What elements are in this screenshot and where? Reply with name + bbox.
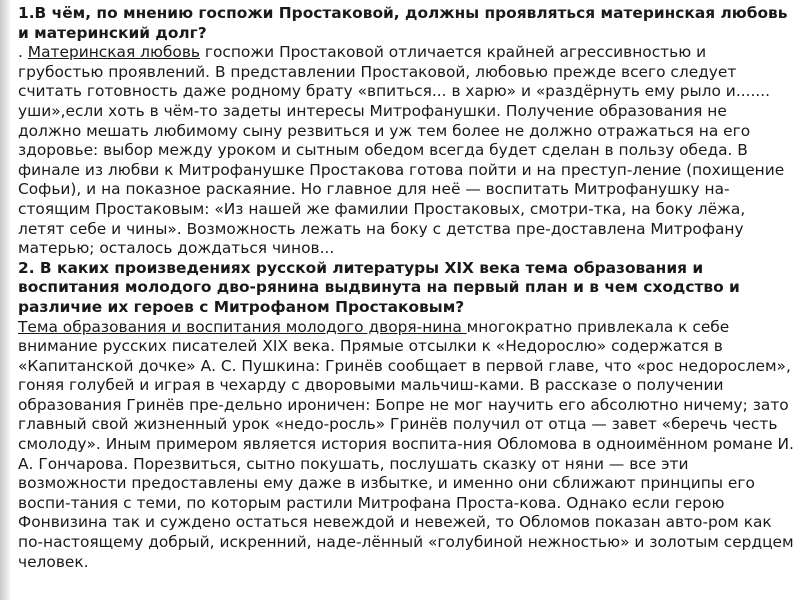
answer-1-text: госпожи Простаковой отличается крайней агрессивностью и грубостью проявлений. В представлении Простаковой, любовью прежде всего следует считать готовность даже родному брату «впиться... в харю» и «раздёрнуть ему рыло и....... уши»,если хоть в чём-то задеты интересы Митрофанушки. Получение образования не должно мешать любимому сыну резвиться и уж тем более не должно отражаться на его здоровье: выбор между уроком и сытным обедом всегда будет сделан в пользу обеда. В финале из любви к Митрофанушке Простакова готова пойти и на преступ-ление (похищение Софьи), и на показное раскаяние. Но главное для неё — воспитать Митрофанушку на-стоящим Простаковым: «Из нашей же фамилии Простаковых, смотри-тка, на боку лёжа, летят себе и чины». Возможность лежать на боку с детства пре-доставлена Митрофану матерью; осталось дождаться чинов... xyxy=(18,43,785,258)
answer-2 xyxy=(18,318,794,573)
question-1: 1.В чём, по мнению госпожи Простаковой, должны проявляться материнская любовь и материнский долг? xyxy=(18,4,788,42)
slide-content xyxy=(18,4,794,572)
answer-1 xyxy=(18,43,794,259)
question-2: 2. В каких произведениях русской литературы XIX века тема образования и воспитания молодого дво-рянина выдвинута на первый план и в чем сходство и различие их героев с Митрофаном Простаковым? xyxy=(18,258,740,316)
left-decorative-band xyxy=(0,0,11,600)
answer-1-prefix: . xyxy=(18,43,28,62)
answer-2-text: многократно привлекала к себе внимание русских писателей XIX века. Прямые отсылки к «Недорослю» содержатся в «Капитанской дочке» А. С. Пушкина: Гринёв сообщает в первой главе, что «рос недорослем», гоняя голубей и играя в чехарду с дворовыми мальчиш-ками. В рассказе о получении образования Гринёв пре-дельно ироничен: Бопре не мог научить его абсолютно ничему; зато главный свой жизненный урок «недо-росль» Гринёв получил от отца — завет «беречь честь смолоду». Иным примером является история воспита-ния Обломова в одноимённом романе И. А. Гончарова. Порезвиться, сытно покушать, послушать сказку от няни — все эти возможности предоставлены ему даже в избытке, и именно они сближают принципы его воспи-тания с теми, по которым растили Митрофана Проста-кова. Однако если герою Фонвизина так и суждено остаться невеждой и невежей, то Обломов показан авто-ром как по-настоящему добрый, искренний, наде-лённый «голубиной нежностью» и золотым сердцем человек. xyxy=(18,317,794,571)
answer-2-underlined-term: Тема образования и воспитания молодого дворя-нина xyxy=(18,317,467,336)
answer-1-underlined-term: Материнская любовь xyxy=(27,43,200,62)
